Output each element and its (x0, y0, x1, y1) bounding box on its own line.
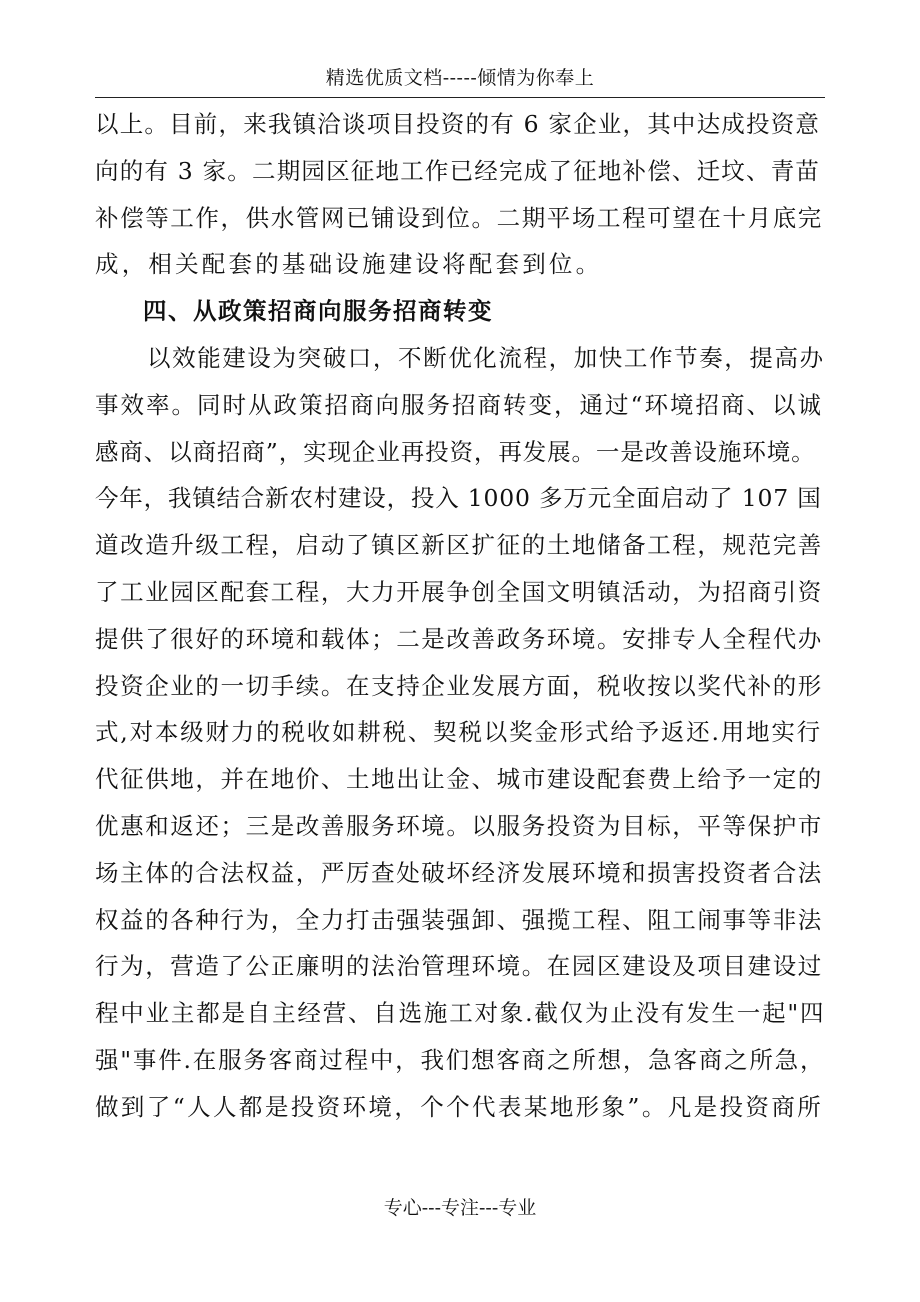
body-line: 代征供地，并在地价、土地出让金、城市建设配套费上给予一定的 (95, 765, 823, 794)
body-line: 提供了很好的环境和载体；二是改善政务环境。安排专人全程代办 (95, 624, 823, 653)
body-line: 向的有 3 家。二期园区征地工作已经完成了征地补偿、迁坟、青苗 (95, 156, 821, 185)
body-line: 成，相关配套的基础设施建设将配套到位。 (95, 250, 603, 279)
body-line: 优惠和返还；三是改善服务环境。以服务投资为目标，平等保护市 (95, 811, 823, 840)
page-footer: 专心---专注---专业 (383, 1197, 537, 1219)
body-line: 补偿等工作，供水管网已铺设到位。二期平场工程可望在十月底完 (95, 203, 823, 232)
body-line: 道改造升级工程，启动了镇区新区扩征的土地储备工程，规范完善 (95, 531, 823, 560)
body-line: 以上。目前，来我镇洽谈项目投资的有 6 家企业，其中达成投资意 (95, 110, 821, 138)
body-line: 投资企业的一切手续。在支持企业发展方面，税收按以奖代补的形 (95, 671, 823, 700)
body-line: 感商、以商招商”，实现企业再投资，再发展。一是改善设施环境。 (95, 437, 816, 466)
body-line: 事效率。同时从政策招商向服务招商转变，通过“环境招商、以诚 (95, 390, 824, 419)
body-line: 权益的各种行为，全力打击强装强卸、强揽工程、阻工闹事等非法 (95, 905, 823, 934)
body-line: 场主体的合法权益，严厉查处破坏经济发展环境和损害投资者合法 (95, 858, 823, 887)
body-line: 以效能建设为突破口，不断优化流程，加快工作节奏，提高办 (147, 343, 825, 372)
body-line: 强"事件.在服务客商过程中，我们想客商之所想，急客商之所急， (95, 1045, 826, 1074)
document-body (95, 101, 825, 1131)
body-line: 行为，营造了公正廉明的法治管理环境。在园区建设及项目建设过 (95, 952, 823, 981)
body-line: 式,对本级财力的税收如耕税、契税以奖金形式给予返还.用地实行 (95, 718, 822, 747)
section-heading: 四、从政策招商向服务招商转变 (143, 297, 493, 326)
body-line: 做到了“人人都是投资环境，个个代表某地形象”。凡是投资商所 (95, 1092, 824, 1121)
body-line: 今年，我镇结合新农村建设，投入 1000 多万元全面启动了 107 国 (95, 484, 822, 513)
body-line: 程中业主都是自主经营、自选施工对象.截仅为止没有发生一起"四 (95, 999, 826, 1028)
body-line: 了工业园区配套工程，大力开展争创全国文明镇活动，为招商引资 (95, 577, 823, 606)
header-divider (95, 97, 825, 98)
page-header: 精选优质文档-----倾情为你奉上 (325, 67, 595, 89)
